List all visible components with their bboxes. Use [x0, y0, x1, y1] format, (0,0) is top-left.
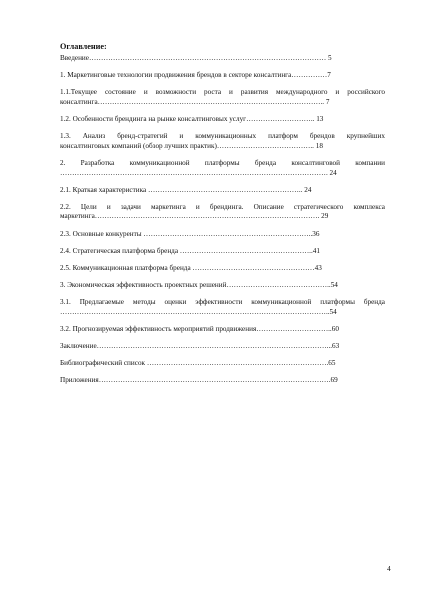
toc-line-3-1: 3.1. Предлагаемые методы оценки эффективности коммуникационной платформы бренда: [60, 297, 385, 306]
toc-line-bibliography: Библиографический список ………………………………………………………………….65: [60, 358, 336, 367]
toc-line-1-1-cont: консалтинга………………………………………………………………………………….. 7: [60, 97, 330, 106]
toc-line-chapter-2-cont: …………………………………………………………………………………………………. 24: [60, 168, 337, 177]
toc-line-conclusion: Заключение……………………………………………………………………………………...63: [60, 341, 340, 350]
toc-line-2-2-cont: маркетинга…………………………………………………………………………………. 29: [60, 212, 329, 221]
toc-line-intro: Введение……………………………………………………………………………………… 5: [60, 54, 332, 62]
table-of-contents: [60, 54, 385, 393]
toc-line-1-1: 1.1.Текущее состояние и возможности роста и развития международного и российского: [60, 88, 385, 97]
toc-line-3-2: 3.2. Прогнозируемая эффективность мероприятий продвижения…………………………..60: [60, 324, 339, 333]
toc-line-appendices: Приложения…………………………………………………………………………………….69: [60, 376, 338, 385]
toc-line-2-2: 2.2. Цели и задачи маркетинга и брендинга. Описание стратегического комплекса: [60, 202, 385, 211]
toc-line-chapter-1: 1. Маркетинговые технологии продвижения брендов в секторе консалтинга……………7: [60, 71, 331, 80]
toc-line-3-1-cont: …………………………………………………………………………………………………..54: [60, 307, 337, 316]
toc-line-chapter-3: 3. Экономическая эффективность проектных решений……………………………………..54: [60, 280, 338, 289]
toc-line-2-5: 2.5. Коммуникационная платформа бренда ……………………………………………43: [60, 263, 322, 272]
toc-line-chapter-2: 2. Разработка коммуникационной платформы бренда консалтинговой компании: [60, 158, 385, 167]
toc-line-2-4: 2.4. Стратегическая платформа бренда ………………………………………………..41: [60, 246, 320, 255]
toc-line-1-3-cont: консалтинговых компаний (обзор лучших практик)………………………………….. 18: [60, 141, 323, 150]
page-number: 4: [387, 564, 391, 573]
toc-line-1-2: 1.2. Особенности брендинга на рынке консалтинговых услуг……………………….. 13: [60, 114, 324, 123]
toc-line-2-3: 2.3. Основные конкуренты ……………………………………………………………..36: [60, 229, 320, 238]
toc-line-1-3: 1.3. Анализ бренд-стратегий и коммуникационных платформ брендов крупнейших: [60, 132, 385, 141]
toc-heading: Оглавление:: [60, 42, 107, 51]
toc-line-2-1: 2.1. Краткая характеристика ……………………………………………………….. 24: [60, 185, 312, 194]
